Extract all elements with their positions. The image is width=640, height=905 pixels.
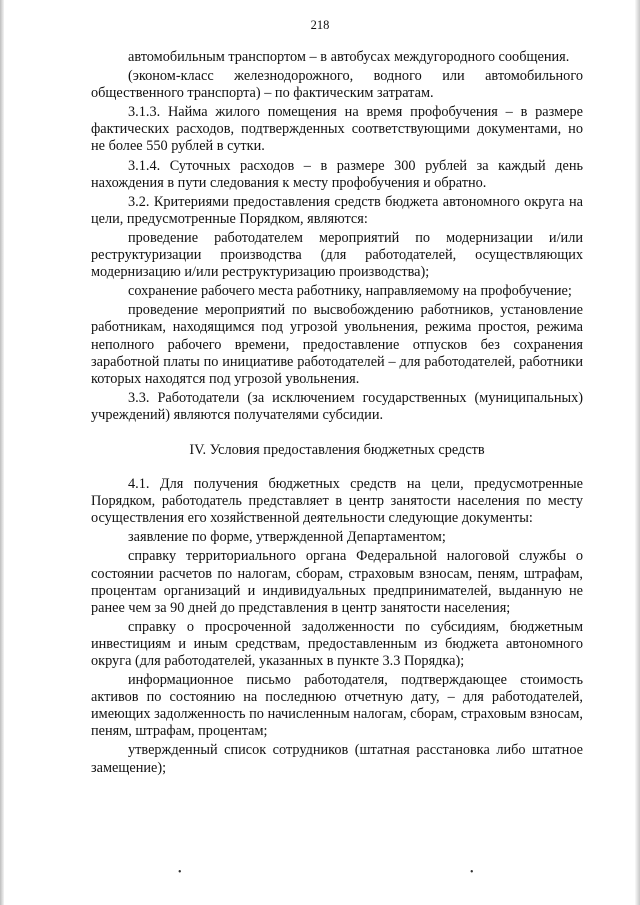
paragraph: утвержденный список сотрудников (штатная расстановка либо штатное замещение); — [91, 742, 583, 776]
paragraph: информационное письмо работодателя, подтверждающее стоимость активов по состоянию на последнюю отчетную дату, – для работодателей, имеющих задолженность по начисленным налогам, сборам, страховым взносам, пеням, штрафам, процентам; — [91, 672, 583, 740]
paragraph: (эконом-класс железнодорожного, водного или автомобильного общественного транспорта) – по фактическим затратам. — [91, 68, 583, 102]
paragraph: автомобильным транспортом – в автобусах междугородного сообщения. — [128, 49, 570, 65]
paragraph: справку о просроченной задолженности по субсидиям, бюджетным инвестициям и иным средствам, предоставленным из бюджета автономного округа (для работодателей, указанных в пункте 3.3 Порядка); — [91, 618, 583, 669]
scan-edge-right — [635, 0, 640, 905]
page-number: 218 — [310, 18, 330, 32]
scan-edge-left — [0, 0, 4, 905]
paragraph: проведение мероприятий по высвобождению работников, установление работникам, находящимся под угрозой увольнения, режима простоя, режима неполного рабочего времени, предоставление отпусков без сохранения заработной платы по инициативе работодателей – для работодателей, работники которых находятся под угрозой увольнения. — [91, 302, 583, 387]
section-heading: IV. Условия предоставления бюджетных средств — [189, 441, 485, 458]
paragraph: 4.1. Для получения бюджетных средств на цели, предусмотренные Порядком, работодатель представляет в центр занятости населения по месту осуществления его хозяйственной деятельности следующие документы: — [91, 476, 583, 527]
paragraph: заявление по форме, утвержденной Департаментом; — [128, 529, 446, 546]
paragraph: 3.3. Работодатели (за исключением государственных (муниципальных) учреждений) являются получателями субсидии. — [91, 389, 583, 423]
paragraph: 3.2. Критериями предоставления средств бюджета автономного округа на цели, предусмотренные Порядком, являются: — [91, 193, 583, 227]
paragraph: справку территориального органа Федеральной налоговой службы о состоянии расчетов по налогам, сборам, страховым взносам, пеням, штрафам, процентам организаций и индивидуальных предпринимателей, выданную не ранее чем за 90 дней до представления в центр занятости населения; — [91, 548, 583, 616]
paragraph: 3.1.3. Найма жилого помещения на время профобучения – в размере фактических расходов, подтвержденных соответствующими документами, но не более 550 рублей в сутки. — [91, 104, 583, 155]
scan-mark: • — [470, 867, 474, 878]
document-body — [91, 49, 583, 777]
paragraph: 3.1.4. Суточных расходов – в размере 300 рублей за каждый день нахождения в пути следования к месту профобучения и обратно. — [91, 157, 583, 191]
paragraph: проведение работодателем мероприятий по модернизации и/или реструктуризации производства (для работодателей, осуществляющих модернизацию и/или реструктуризацию производства); — [91, 229, 583, 281]
scan-mark: • — [178, 867, 182, 878]
paragraph: сохранение рабочего места работнику, направляемому на профобучение; — [128, 283, 572, 300]
